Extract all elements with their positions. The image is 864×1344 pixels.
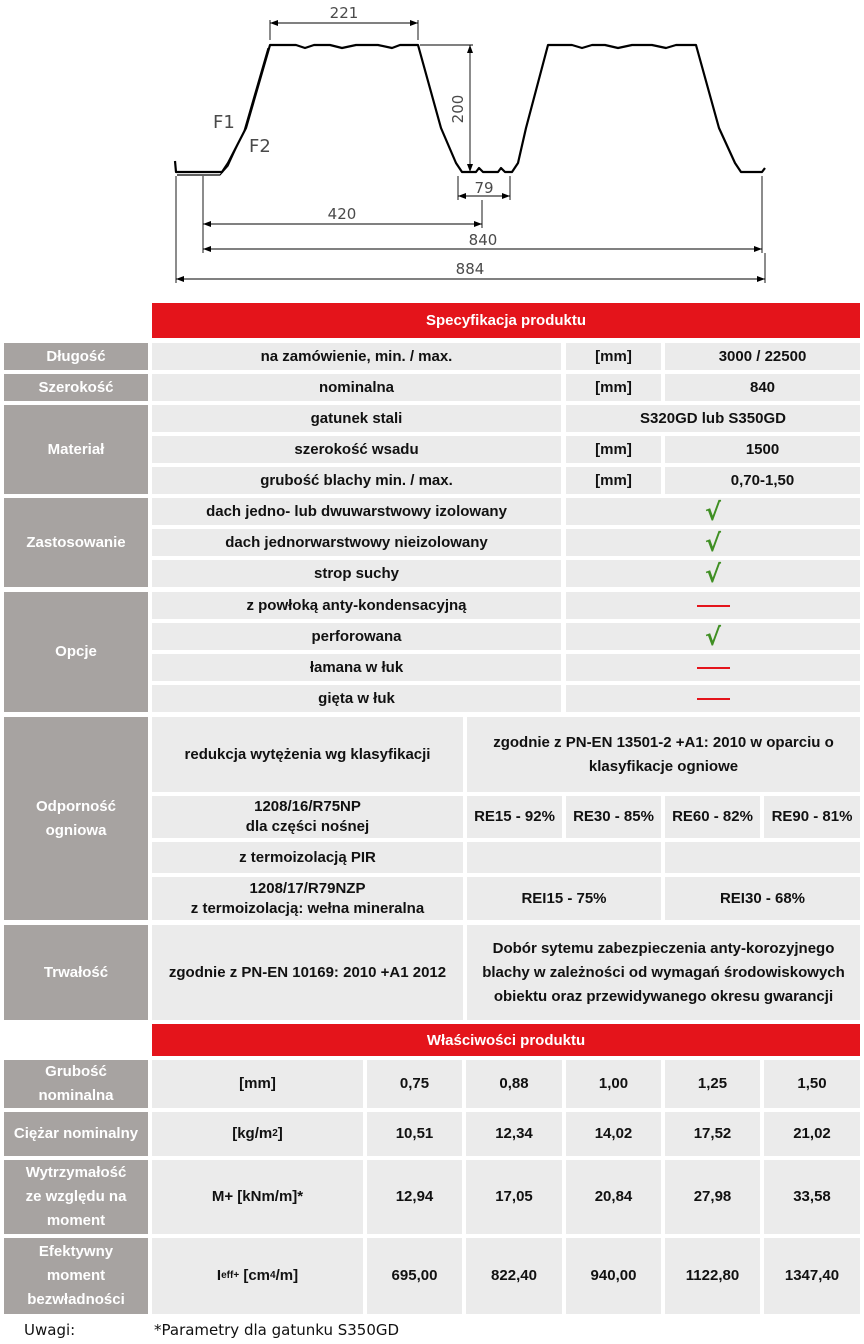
grubosc-unit: [mm] [152, 1060, 363, 1108]
wytrzymalosc-value: 20,84 [566, 1160, 661, 1234]
ciezar-unit-end: ] [277, 1125, 283, 1142]
opcje-desc: z powłoką anty-kondensacyjną [152, 592, 561, 619]
efektywny-unit-sup2: 4 [270, 1270, 276, 1281]
szerokosc-desc: nominalna [152, 374, 561, 401]
trwalosc-note: Dobór sytemu zabezpieczenia anty-korozyjnego blachy w zależności od wymagań środowiskowych obiektu oraz przewidywanego okresu gwarancji [467, 925, 860, 1020]
label-dlugosc: Długość [4, 343, 148, 370]
zastosowanie-desc: dach jednorwarstwowy nieizolowany [152, 529, 561, 556]
opcje-mark [566, 623, 860, 650]
efektywny-value: 1347,40 [764, 1238, 860, 1314]
zastosowanie-mark [566, 498, 860, 525]
wytrzymalosc-value: 17,05 [466, 1160, 562, 1234]
ciezar-unit [152, 1112, 363, 1156]
dim-200: 200 [449, 94, 467, 124]
ogien-np-line2: dla części nośnej [245, 818, 370, 835]
material-row-desc: szerokość wsadu [152, 436, 561, 463]
label-odpornosc: Odporność ogniowa [4, 717, 148, 920]
ogien-reduction-note: zgodnie z PN-EN 13501-2 +A1: 2010 w oparciu o klasyfikacje ogniowe [467, 717, 860, 792]
material-row-value: 1500 [665, 436, 860, 463]
opcje-mark [566, 592, 860, 619]
notes-text: *Parametry dla gatunku S350GD [154, 1321, 400, 1339]
label-ciezar: Ciężar nominalny [4, 1112, 148, 1156]
re-60: RE60 - 82% [665, 796, 760, 838]
dash-icon [697, 698, 730, 700]
label-szerokosc: Szerokość [4, 374, 148, 401]
props-header: Właściwości produktu [152, 1024, 860, 1056]
label-zastosowanie: Zastosowanie [4, 498, 148, 587]
zastosowanie-desc: strop suchy [152, 560, 561, 587]
efektywny-value: 1122,80 [665, 1238, 760, 1314]
efektywny-unit-sub: eff [221, 1270, 234, 1281]
check-icon: √ [704, 559, 721, 588]
rei-30: REI30 - 68% [665, 877, 860, 920]
ogien-reduction: redukcja wytężenia wg klasyfikacji [152, 717, 463, 792]
ogien-np [152, 796, 463, 838]
material-row-value: S320GD lub S350GD [566, 405, 860, 432]
label-opcje: Opcje [4, 592, 148, 712]
label-material: Materiał [4, 405, 148, 494]
dash-icon [697, 667, 730, 669]
check-icon: √ [704, 497, 721, 526]
spec-header: Specyfikacja produktu [152, 303, 860, 338]
label-trwalosc: Trwałość [4, 925, 148, 1020]
dlugosc-desc: na zamówienie, min. / max. [152, 343, 561, 370]
re-30: RE30 - 85% [566, 796, 661, 838]
dash-icon [697, 605, 730, 607]
wytrzymalosc-value: 27,98 [665, 1160, 760, 1234]
efektywny-unit [152, 1238, 363, 1314]
material-row-unit: [mm] [566, 467, 661, 494]
label-efektywny: Efektywny moment bezwładności [4, 1238, 148, 1314]
ciezar-value: 12,34 [466, 1112, 562, 1156]
dim-79: 79 [474, 179, 494, 197]
efektywny-unit-end: /m] [275, 1267, 299, 1284]
zastosowanie-mark [566, 560, 860, 587]
rei-15: REI15 - 75% [467, 877, 661, 920]
szerokosc-unit: [mm] [566, 374, 661, 401]
material-row-value: 0,70-1,50 [665, 467, 860, 494]
check-icon: √ [704, 622, 721, 651]
trwalosc-desc: zgodnie z PN-EN 10169: 2010 +A1 2012 [152, 925, 463, 1020]
material-row-desc: gatunek stali [152, 405, 561, 432]
ciezar-value: 10,51 [367, 1112, 462, 1156]
wytrzymalosc-unit: M+ [kNm/m]* [152, 1160, 363, 1234]
grubosc-value: 1,50 [764, 1060, 860, 1108]
check-icon: √ [704, 528, 721, 557]
efektywny-value: 940,00 [566, 1238, 661, 1314]
re-15: RE15 - 92% [467, 796, 562, 838]
efektywny-unit-main: I [216, 1267, 222, 1284]
ogien-nzp [152, 877, 463, 920]
grubosc-value: 1,25 [665, 1060, 760, 1108]
wytrzymalosc-value: 33,58 [764, 1160, 860, 1234]
opcje-desc: łamana w łuk [152, 654, 561, 681]
dlugosc-unit: [mm] [566, 343, 661, 370]
ogien-pir-empty [467, 842, 661, 873]
ogien-pir-empty [665, 842, 860, 873]
efektywny-value: 695,00 [367, 1238, 462, 1314]
dim-420: 420 [327, 205, 357, 223]
efektywny-unit-mid: [cm [239, 1267, 271, 1284]
wytrzymalosc-value: 12,94 [367, 1160, 462, 1234]
grubosc-value: 0,75 [367, 1060, 462, 1108]
dlugosc-value: 3000 / 22500 [665, 343, 860, 370]
dim-884: 884 [455, 260, 485, 278]
ciezar-unit-sup: 2 [272, 1128, 278, 1139]
label-grubosc: Grubość nominalna [4, 1060, 148, 1108]
label-wytrzymalosc: Wytrzymałość ze względu na moment [4, 1160, 148, 1234]
opcje-desc: gięta w łuk [152, 685, 561, 712]
label-f2: F2 [249, 136, 271, 157]
dim-221: 221 [329, 4, 359, 22]
ciezar-unit-main: [kg/m [232, 1125, 273, 1142]
dim-840: 840 [468, 231, 498, 249]
opcje-desc: perforowana [152, 623, 561, 650]
efektywny-unit-sup: + [233, 1270, 240, 1281]
ogien-nzp-line2: z termoizolacją: wełna mineralna [190, 899, 425, 917]
ogien-nzp-line1: 1208/17/R79NZP [249, 879, 366, 897]
zastosowanie-desc: dach jedno- lub dwuwarstwowy izolowany [152, 498, 561, 525]
efektywny-value: 822,40 [466, 1238, 562, 1314]
szerokosc-value: 840 [665, 374, 860, 401]
grubosc-value: 1,00 [566, 1060, 661, 1108]
opcje-mark [566, 685, 860, 712]
label-f1: F1 [213, 112, 235, 133]
ogien-pir: z termoizolacją PIR [152, 842, 463, 873]
opcje-mark [566, 654, 860, 681]
grubosc-value: 0,88 [466, 1060, 562, 1108]
profile-drawing [0, 0, 864, 296]
ciezar-value: 14,02 [566, 1112, 661, 1156]
notes-label: Uwagi: [24, 1321, 76, 1339]
ogien-np-line1: 1208/16/R75NP [254, 798, 361, 815]
ciezar-value: 21,02 [764, 1112, 860, 1156]
re-90: RE90 - 81% [764, 796, 860, 838]
zastosowanie-mark [566, 529, 860, 556]
ciezar-value: 17,52 [665, 1112, 760, 1156]
material-row-unit: [mm] [566, 436, 661, 463]
material-row-desc: grubość blachy min. / max. [152, 467, 561, 494]
